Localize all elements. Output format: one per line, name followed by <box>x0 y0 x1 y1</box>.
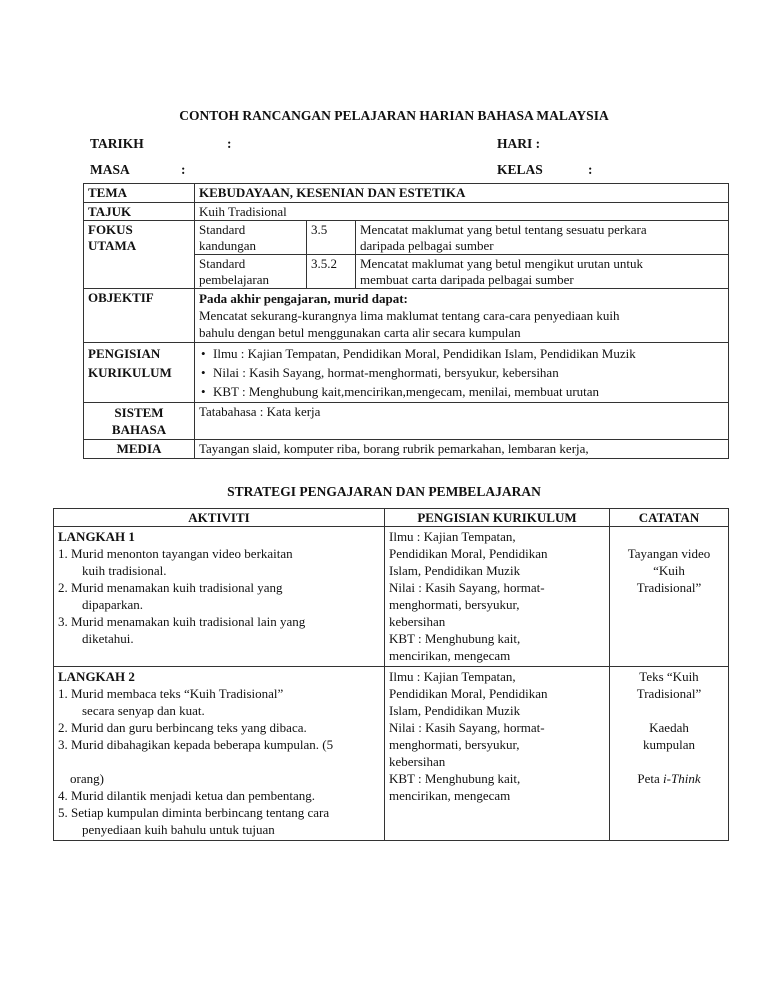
pengisian-line: mencirikan, mengecam <box>389 648 511 663</box>
tarikh-colon: : <box>227 136 232 151</box>
overview-table <box>83 183 729 459</box>
sistem-label-line-2: BAHASA <box>111 422 167 437</box>
standard-code: 3.5 <box>307 221 356 255</box>
tarikh-label: TARIKH <box>90 136 144 151</box>
standard-type <box>195 221 307 255</box>
catatan-line: Tayangan video <box>627 546 711 561</box>
tajuk-label: TAJUK <box>84 202 195 221</box>
list-item <box>58 804 380 838</box>
list-item: 4. Murid dilantik menjadi ketua dan pembentang. <box>58 788 316 803</box>
standard-type-line-2: kandungan <box>199 237 257 253</box>
step-text: orang) <box>70 771 104 786</box>
pengisian-line: Islam, Pendidikan Muzik <box>389 563 521 578</box>
tema-row <box>84 184 729 203</box>
tema-value: KEBUDAYAAN, KESENIAN DAN ESTETIKA <box>195 184 729 203</box>
pengisian-line: Nilai : Kasih Sayang, hormat- <box>389 720 545 735</box>
objektif-line-2: bahulu dengan betul menggunakan carta alir secara kumpulan <box>199 325 521 340</box>
step-text: 1. Murid menonton tayangan video berkaitan <box>58 546 293 561</box>
sistem-label <box>84 403 195 440</box>
langkah-2-pengisian <box>385 667 610 841</box>
pengisian-line: kebersihan <box>389 754 446 769</box>
langkah-1-row <box>54 527 729 667</box>
catatan-line: Tradisional” <box>636 686 702 701</box>
media-value: Tayangan slaid, komputer riba, borang rubrik pemarkahan, lembaran kerja, <box>195 440 729 459</box>
pengisian-header: PENGISIAN KURIKULUM <box>385 509 610 527</box>
langkah-2-catatan <box>610 667 729 841</box>
pengisian-line: mencirikan, mengecam <box>389 788 511 803</box>
pengisian-line: Islam, Pendidikan Muzik <box>389 703 521 718</box>
standard-type-line-1: Standard <box>199 222 246 237</box>
media-row <box>84 440 729 459</box>
standard-description-line-1: Mencatat maklumat yang betul mengikut urutan untuk <box>360 256 644 271</box>
ithink-label: i-Think <box>663 771 701 786</box>
strategy-header-row <box>54 509 729 527</box>
pengisian-line: Ilmu : Kajian Tempatan, <box>389 529 516 544</box>
standard-code: 3.5.2 <box>307 255 356 289</box>
catatan-line: Kaedah <box>649 720 689 735</box>
pengisian-line: menghormati, bersyukur, <box>389 597 520 612</box>
pengisian-row <box>84 343 729 403</box>
pengisian-line: Pendidikan Moral, Pendidikan <box>389 686 548 701</box>
kelas-colon: : <box>588 162 593 177</box>
standard-type-line-2: pembelajaran <box>199 271 270 287</box>
objektif-heading: Pada akhir pengajaran, murid dapat: <box>199 291 408 306</box>
aktiviti-header: AKTIVITI <box>54 509 385 527</box>
pengisian-line: Ilmu : Kajian Tempatan, <box>389 669 516 684</box>
sistem-label-line-1: SISTEM <box>114 405 164 420</box>
step-text-cont: dipaparkan. <box>82 597 144 612</box>
langkah-2-row <box>54 667 729 841</box>
step-text-cont: secara senyap dan kuat. <box>82 703 205 718</box>
objektif-value <box>195 289 729 343</box>
langkah-1-catatan <box>610 527 729 667</box>
list-item <box>58 685 380 719</box>
standard-description <box>356 255 729 289</box>
tema-label: TEMA <box>84 184 195 203</box>
objektif-line-1: Mencatat sekurang-kurangnya lima maklumat tentang cara-cara penyediaan kuih <box>199 308 620 323</box>
pengisian-list <box>199 344 724 401</box>
pengisian-value <box>195 343 729 403</box>
step-text: 1. Murid membaca teks “Kuih Tradisional” <box>58 686 284 701</box>
catatan-line: kumpulan <box>643 737 695 752</box>
tajuk-row <box>84 202 729 221</box>
langkah-1-aktiviti <box>54 527 385 667</box>
list-item: 2. Murid dan guru berbincang teks yang dibaca. <box>58 720 307 735</box>
masa-label: MASA <box>90 162 130 177</box>
list-item: 3. Murid dibahagikan kepada beberapa kumpulan. (5 <box>58 737 334 752</box>
langkah-2-heading: LANGKAH 2 <box>58 669 135 684</box>
langkah-1-pengisian <box>385 527 610 667</box>
step-text-cont: kuih tradisional. <box>82 563 167 578</box>
standard-type <box>195 255 307 289</box>
step-text: 5. Setiap kumpulan diminta berbincang tentang cara <box>58 805 330 820</box>
sistem-bahasa-row <box>84 403 729 440</box>
fokus-label <box>84 221 195 289</box>
list-item <box>58 770 380 787</box>
standard-type-line-1: Standard <box>199 256 246 271</box>
peta-label: Peta <box>637 771 664 786</box>
pengisian-line: Nilai : Kasih Sayang, hormat- <box>389 580 545 595</box>
strategy-table <box>53 508 729 841</box>
objektif-label: OBJEKTIF <box>84 289 195 343</box>
list-item <box>58 579 380 613</box>
langkah-2-aktiviti <box>54 667 385 841</box>
tajuk-value: Kuih Tradisional <box>195 202 729 221</box>
catatan-line: Teks “Kuih <box>639 669 699 684</box>
pengisian-line: kebersihan <box>389 614 446 629</box>
fokus-label-line-2: UTAMA <box>88 237 137 253</box>
catatan-line <box>614 770 724 787</box>
list-item <box>58 613 380 647</box>
media-label: MEDIA <box>84 440 195 459</box>
masa-colon: : <box>181 162 186 177</box>
standard-description-line-2: membuat carta daripada pelbagai sumber <box>360 271 574 287</box>
sistem-value: Tatabahasa : Kata kerja <box>195 403 729 440</box>
hari-label: HARI : <box>497 136 541 151</box>
kelas-label: KELAS <box>497 162 543 177</box>
objektif-row <box>84 289 729 343</box>
pengisian-line: Pendidikan Moral, Pendidikan <box>389 546 548 561</box>
step-text: 3. Murid menamakan kuih tradisional lain yang <box>58 614 306 629</box>
step-text: 2. Murid menamakan kuih tradisional yang <box>58 580 283 595</box>
catatan-line: Tradisional” <box>636 580 702 595</box>
pengisian-line: KBT : Menghubung kait, <box>389 771 521 786</box>
catatan-header: CATATAN <box>610 509 729 527</box>
fokus-label-line-1: FOKUS <box>88 222 133 237</box>
langkah-2-steps <box>58 685 380 838</box>
step-text-cont: penyediaan kuih bahulu untuk tujuan <box>82 822 275 837</box>
pengisian-label-line-1: PENGISIAN <box>88 346 161 361</box>
pengisian-label-line-2: KURIKULUM <box>88 365 172 380</box>
pengisian-label <box>84 343 195 403</box>
document-title: CONTOH RANCANGAN PELAJARAN HARIAN BAHASA MALAYSIA <box>179 108 609 123</box>
list-item <box>58 545 380 579</box>
catatan-line: “Kuih <box>653 563 685 578</box>
langkah-1-steps <box>58 545 380 647</box>
list-item: • Ilmu : Kajian Tempatan, Pendidikan Moral, Pendidikan Islam, Pendidikan Muzik <box>199 344 724 363</box>
standard-kandungan-row <box>84 221 729 255</box>
list-item: • KBT : Menghubung kait,mencirikan,mengecam, menilai, membuat urutan <box>199 382 724 401</box>
list-item: • Nilai : Kasih Sayang, hormat-menghormati, bersyukur, kebersihan <box>199 363 724 382</box>
langkah-1-heading: LANGKAH 1 <box>58 529 135 544</box>
strategy-title: STRATEGI PENGAJARAN DAN PEMBELAJARAN <box>227 484 541 499</box>
pengisian-line: menghormati, bersyukur, <box>389 737 520 752</box>
pengisian-line: KBT : Menghubung kait, <box>389 631 521 646</box>
standard-description-line-2: daripada pelbagai sumber <box>360 237 494 253</box>
standard-description <box>356 221 729 255</box>
standard-description-line-1: Mencatat maklumat yang betul tentang sesuatu perkara <box>360 222 647 237</box>
step-text-cont: diketahui. <box>82 631 134 646</box>
